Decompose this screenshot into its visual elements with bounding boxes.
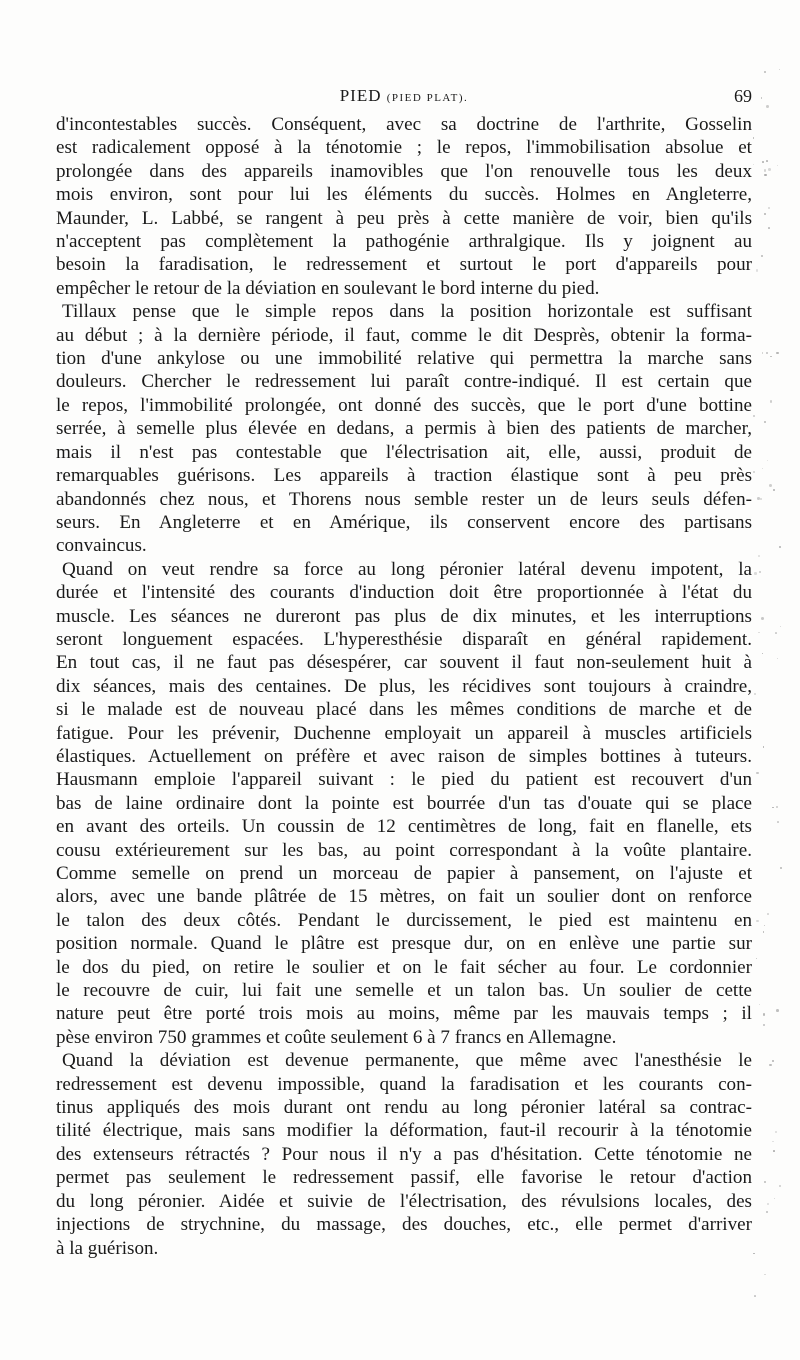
- scan-speck: [758, 555, 760, 557]
- body-text: [56, 113, 752, 1260]
- scan-speck: [768, 227, 770, 229]
- scan-speck: [763, 1024, 765, 1026]
- text-line: Hausmann emploie l'appareil suivant : le pied du patient est recouvert d'un: [56, 769, 752, 791]
- scan-speck: [756, 920, 758, 922]
- text-line: douleurs. Chercher le redressement lui paraît contre-indiqué. Il est certain que: [56, 371, 752, 393]
- scan-speck: [780, 867, 782, 869]
- scan-speck: [762, 352, 763, 353]
- scan-speck: [764, 174, 766, 176]
- scan-speck: [753, 471, 755, 473]
- scan-speck: [753, 415, 755, 417]
- scan-speck: [769, 484, 772, 487]
- running-head-title: [56, 86, 752, 106]
- text-line: le repos, l'immobilité prolongée, ont donné des succès, que le port d'une bottine: [56, 394, 752, 416]
- text-line: cousu extérieurement sur les bas, au point correspondant à la voûte plantaire.: [56, 839, 752, 861]
- scan-speck: [779, 69, 781, 71]
- scan-speck: [764, 421, 766, 423]
- text-line: à la guérison.: [56, 1237, 159, 1259]
- scan-speck: [763, 931, 764, 932]
- scan-speck: [761, 255, 763, 257]
- scan-speck: [764, 213, 766, 215]
- scan-speck: [753, 1253, 754, 1254]
- scan-speck: [779, 546, 782, 549]
- scan-speck: [770, 356, 771, 357]
- scan-speck: [780, 626, 781, 627]
- scan-speck: [764, 169, 767, 172]
- scan-speck: [766, 105, 769, 108]
- scan-speck: [759, 1004, 761, 1006]
- scan-speck: [762, 161, 764, 163]
- scan-speck: [762, 468, 764, 470]
- scan-speck: [758, 632, 759, 633]
- scan-speck: [777, 821, 779, 823]
- text-line: nature peut être porté trois mois au moins, même par les mauvais temps ; il: [56, 1003, 752, 1025]
- text-line: mais il n'est pas contestable que l'électrisation ait, elle, aussi, produit de: [56, 441, 752, 463]
- scan-speck: [757, 497, 760, 500]
- scan-speck: [779, 1185, 781, 1187]
- scan-speck: [776, 1009, 779, 1012]
- text-line: besoin la faradisation, le redressement et surtout le port d'appareils pour: [56, 254, 752, 276]
- scan-speck: [759, 571, 761, 573]
- scan-speck: [767, 913, 769, 915]
- scan-speck: [774, 1198, 775, 1199]
- text-line: des extenseurs rétractés ? Pour nous il n'y a pas d'hésitation. Cette ténotomie ne: [56, 1143, 752, 1165]
- scan-speck: [764, 925, 765, 926]
- text-line: élastiques. Actuellement on préfère et avec raison de simples bottines à tuteurs.: [56, 745, 752, 767]
- text-line: en avant des orteils. Un coussin de 12 centimètres de long, fait en flanelle, ets: [56, 816, 752, 838]
- head-title-main: PIED: [339, 86, 382, 105]
- text-line: Quand la déviation est devenue permanente, que même avec l'anesthésie le: [62, 1050, 752, 1072]
- text-line: redressement est devenu impossible, quand la faradisation et les courants con-: [56, 1073, 752, 1095]
- text-line: fatigue. Pour les prévenir, Duchenne employait un appareil à muscles artificiels: [56, 722, 752, 744]
- scan-speck: [763, 1013, 765, 1015]
- text-line: prolongée dans des appareils inamovibles que l'on renouvelle tous les deux: [56, 160, 752, 182]
- text-line: Tillaux pense que le simple repos dans la position horizontale est suffisant: [62, 301, 752, 323]
- scan-speck: [764, 1274, 765, 1275]
- paragraph: [56, 558, 752, 1050]
- scan-speck: [769, 1064, 772, 1067]
- text-line: empêcher le retour de la déviation en soulevant le bord interne du pied.: [56, 277, 600, 299]
- scan-speck: [761, 97, 762, 98]
- scan-speck: [768, 168, 771, 171]
- scan-speck: [770, 400, 772, 402]
- text-line: serrée, à semelle plus élevée en dedans, a permis à bien des patients de marcher,: [56, 418, 752, 440]
- scan-speck: [767, 460, 768, 461]
- scan-speck: [776, 352, 778, 354]
- scan-speck: [763, 746, 765, 748]
- text-line: d'incontestables succès. Conséquent, avec sa doctrine de l'arthrite, Gosselin: [56, 114, 752, 135]
- scan-speck: [766, 160, 768, 162]
- scan-speck: [762, 653, 763, 654]
- scan-speck: [773, 1150, 775, 1152]
- text-line: Quand on veut rendre sa force au long péronier latéral devenu impotent, la: [62, 558, 752, 580]
- text-line: dix séances, mais des centaines. De plus, les récidives sont toujours à craindre,: [56, 675, 752, 697]
- scan-speck: [756, 772, 758, 774]
- text-line: au début ; à la dernière période, il faut, comme le dit Desprès, obtenir la forma-: [56, 324, 752, 346]
- text-line: remarquables guérisons. Les appareils à traction élastique sont à peu près: [56, 465, 752, 487]
- text-line: seurs. En Angleterre et en Amérique, ils conservent encore des partisans: [56, 511, 752, 533]
- scan-speck: [768, 207, 770, 209]
- text-line: Maunder, L. Labbé, se rangent à peu près à cette manière de voir, bien qu'ils: [56, 207, 752, 229]
- text-line: Comme semelle on prend un morceau de papier à pansement, on l'ajuste et: [56, 863, 752, 884]
- head-title-subtitle: (PIED PLAT).: [386, 92, 469, 104]
- scan-speck: [754, 1295, 756, 1297]
- text-line: tinus appliqués des mois durant ont rendu au long péronier latéral sa contrac-: [56, 1097, 752, 1119]
- page-number: 69: [734, 86, 752, 106]
- scan-speck: [773, 489, 775, 491]
- scan-speck: [760, 498, 762, 500]
- scan-speck: [753, 137, 755, 139]
- text-line: n'acceptent pas complètement la pathogénie arthralgique. Ils y joignent au: [56, 231, 752, 253]
- text-line: En tout cas, il ne faut pas désespérer, car souvent il faut non-seulement huit à: [56, 652, 752, 674]
- scan-speck: [772, 1141, 773, 1142]
- scan-speck: [775, 1131, 777, 1133]
- paragraph: [56, 300, 752, 557]
- scan-speck: [754, 572, 756, 574]
- text-line: convaincus.: [56, 535, 147, 557]
- text-line: est radicalement opposé à la ténotomie ; le repos, l'immobilisation absolue et: [56, 137, 752, 159]
- scan-speck: [776, 806, 778, 808]
- paragraph: [56, 1049, 752, 1260]
- text-line: le talon des deux côtés. Pendant le durcissement, le pied est maintenu en: [56, 909, 752, 931]
- text-line: durée et l'intensité des courants d'induction doit être proportionnée à l'état du: [56, 582, 752, 604]
- text-line: muscle. Les séances ne dureront pas plus de dix minutes, et les interruptions: [56, 605, 752, 627]
- text-line: injections de strychnine, du massage, des douches, etc., elle permet d'arriver: [56, 1214, 752, 1236]
- text-line: permet pas seulement le redressement passif, elle favorise le retour d'action: [56, 1167, 752, 1189]
- running-head: [56, 86, 752, 112]
- scan-speck: [754, 693, 756, 695]
- scan-speck: [764, 1181, 766, 1183]
- scan-speck: [777, 165, 778, 166]
- scan-speck: [761, 617, 764, 620]
- scan-speck: [775, 632, 777, 634]
- scan-speck: [764, 71, 766, 73]
- scan-speck: [753, 164, 754, 165]
- scan-margin-specks: [752, 60, 782, 1340]
- text-line: mois environ, sont pour lui les éléments du succès. Holmes en Angleterre,: [56, 184, 752, 206]
- text-line: bas de laine ordinaire dont la pointe est bourrée d'un tas d'ouate qui se place: [56, 792, 752, 814]
- text-line: si le malade est de nouveau placé dans les mêmes conditions de marche et de: [56, 699, 752, 721]
- scan-speck: [772, 807, 773, 808]
- text-line: pèse environ 750 grammes et coûte seulement 6 à 7 francs en Allemagne.: [56, 1026, 617, 1048]
- scan-speck: [756, 958, 757, 959]
- text-line: alors, avec une bande plâtrée de 15 mètres, on fait un soulier dont on renforce: [56, 886, 752, 908]
- scan-speck: [767, 1203, 769, 1205]
- paragraph: [56, 113, 752, 300]
- scan-speck: [766, 352, 768, 354]
- text-line: seront longuement espacées. L'hyperesthésie disparaît en général rapidement.: [56, 628, 752, 650]
- text-line: position normale. Quand le plâtre est presque dur, on en enlève une partie sur: [56, 933, 752, 955]
- scan-speck: [756, 269, 759, 272]
- scan-speck: [777, 658, 778, 659]
- text-line: tion d'une ankylose ou une immobilité relative qui permettra la marche sans: [56, 348, 752, 370]
- text-line: le dos du pied, on retire le soulier et on le fait sécher au four. Le cordonnier: [56, 956, 752, 978]
- text-line: tilité électrique, mais sans modifier la déformation, faut-il recourir à la ténotomie: [56, 1120, 752, 1142]
- scan-speck: [766, 1211, 768, 1213]
- text-line: du long péronier. Aidée et suivie de l'électrisation, des révulsions locales, des: [56, 1190, 752, 1212]
- scan-speck: [772, 1060, 774, 1062]
- text-line: abandonnés chez nous, et Thorens nous semble rester un de leurs seuls défen-: [56, 488, 752, 510]
- text-line: le recouvre de cuir, lui fait une semelle et un talon bas. Un soulier de cette: [56, 980, 752, 1002]
